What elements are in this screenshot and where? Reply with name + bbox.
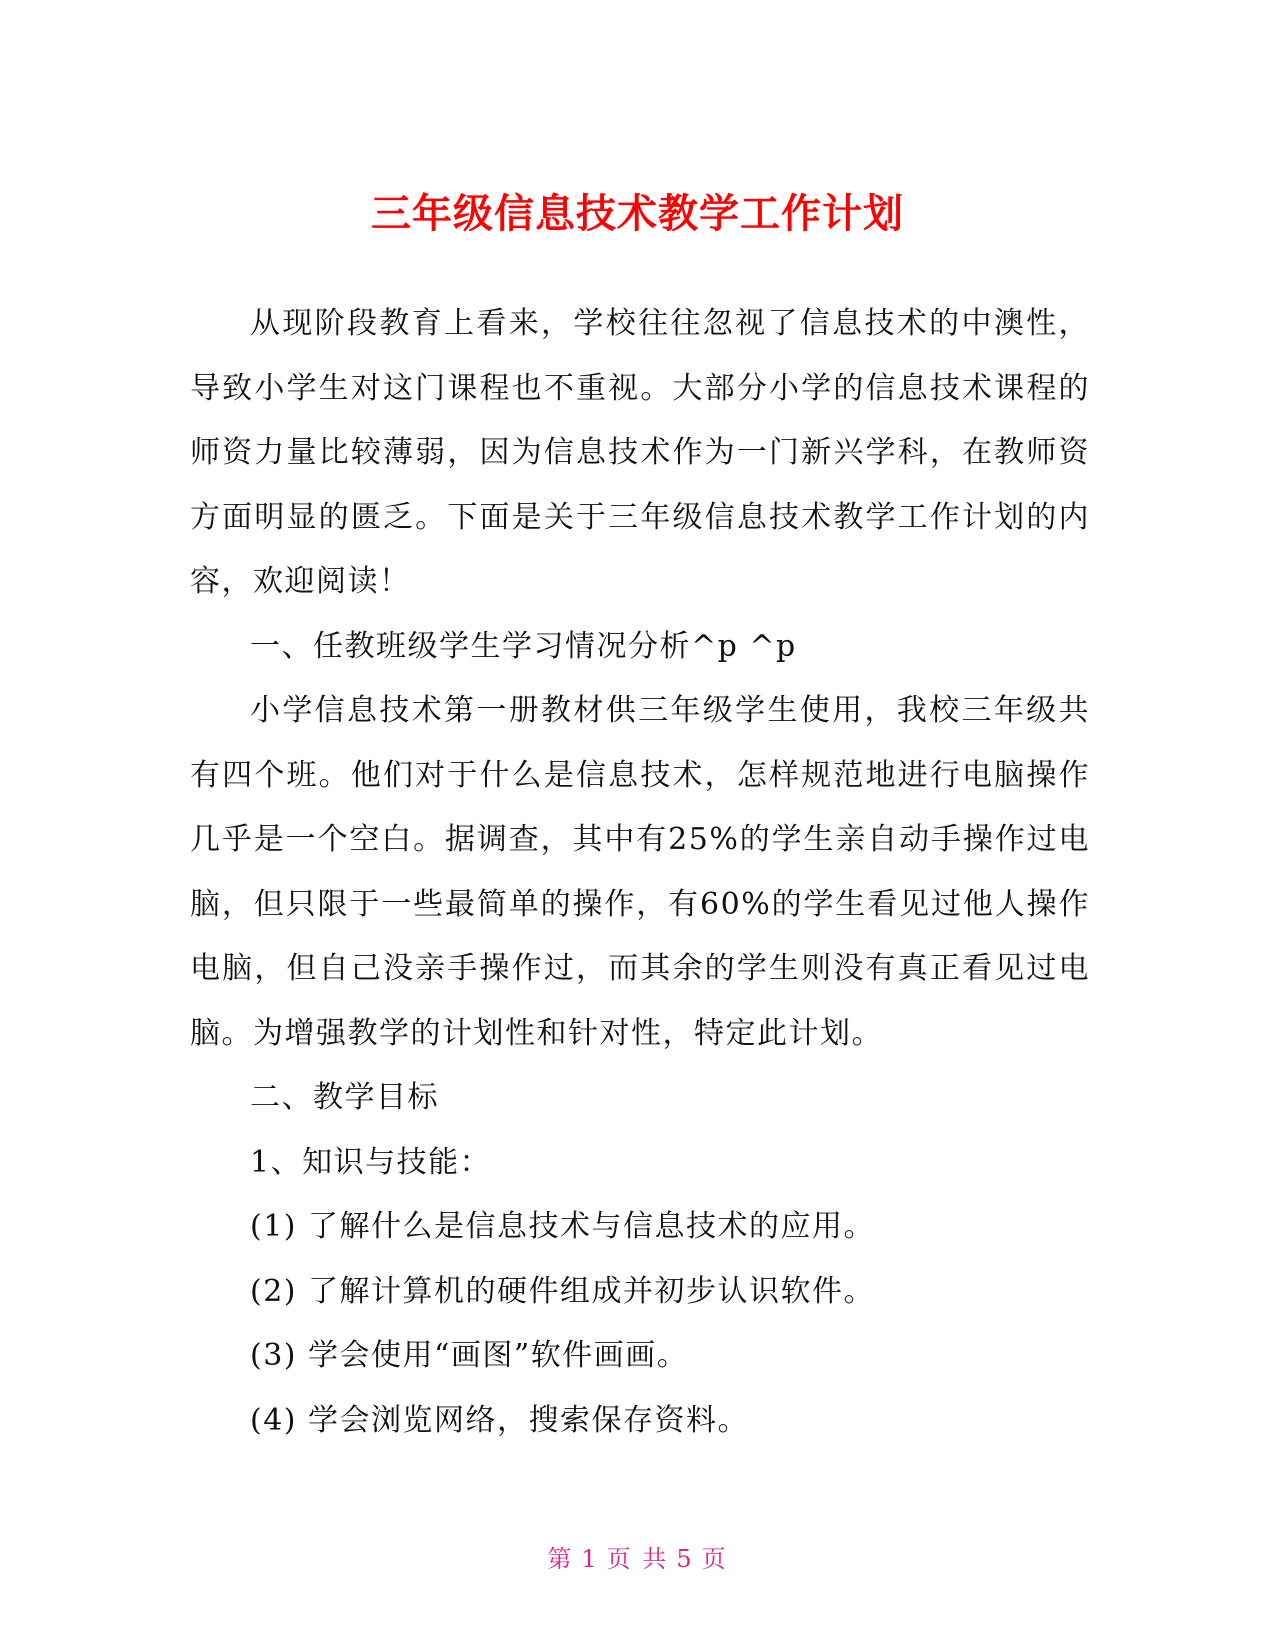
document-body [190,292,1090,1453]
footer-middle: 页 共 [606,1545,669,1573]
intro-paragraph: 从现阶段教育上看来，学校往往忽视了信息技术的中澳性，导致小学生对这门课程也不重视。大部分小学的信息技术课程的师资力量比较薄弱，因为信息技术作为一门新兴学科，在教师资方面明显的匮乏。下面是关于三年级信息技术教学工作计划的内容，欢迎阅读！ [190,306,1090,599]
footer-suffix: 页 [701,1545,728,1573]
footer-prefix: 第 [547,1545,574,1573]
analysis-paragraph: 小学信息技术第一册教材供三年级学生使用，我校三年级共有四个班。他们对于什么是信息技术，怎样规范地进行电脑操作几乎是一个空白。据调查，其中有25%的学生亲自动手操作过电脑，但只限于一些最简单的操作，有60%的学生看见过他人操作电脑，但自己没亲手操作过，而其余的学生则没有真正看见过电脑。为增强教学的计划性和针对性，特定此计划。 [190,693,1090,1051]
document-title: 三年级信息技术教学工作计划 [371,190,904,237]
section-heading-analysis: 一、任教班级学生学习情况分析^p ^p [250,628,797,664]
list-item: (3) 学会使用“画图”软件画画。 [250,1338,689,1373]
list-item: (1) 了解什么是信息技术与信息技术的应用。 [250,1209,876,1244]
list-item: (4) 学会浏览网络，搜索保存资料。 [250,1402,750,1438]
section-heading-goals: 二、教学目标 [250,1080,439,1115]
footer-current-page: 1 [581,1545,599,1573]
page-footer [0,1544,1275,1574]
list-item: (2) 了解计算机的硬件组成并初步认识软件。 [250,1273,876,1309]
subheading-knowledge-skills: 1、知识与技能： [250,1144,492,1180]
footer-total-pages: 5 [676,1545,694,1573]
